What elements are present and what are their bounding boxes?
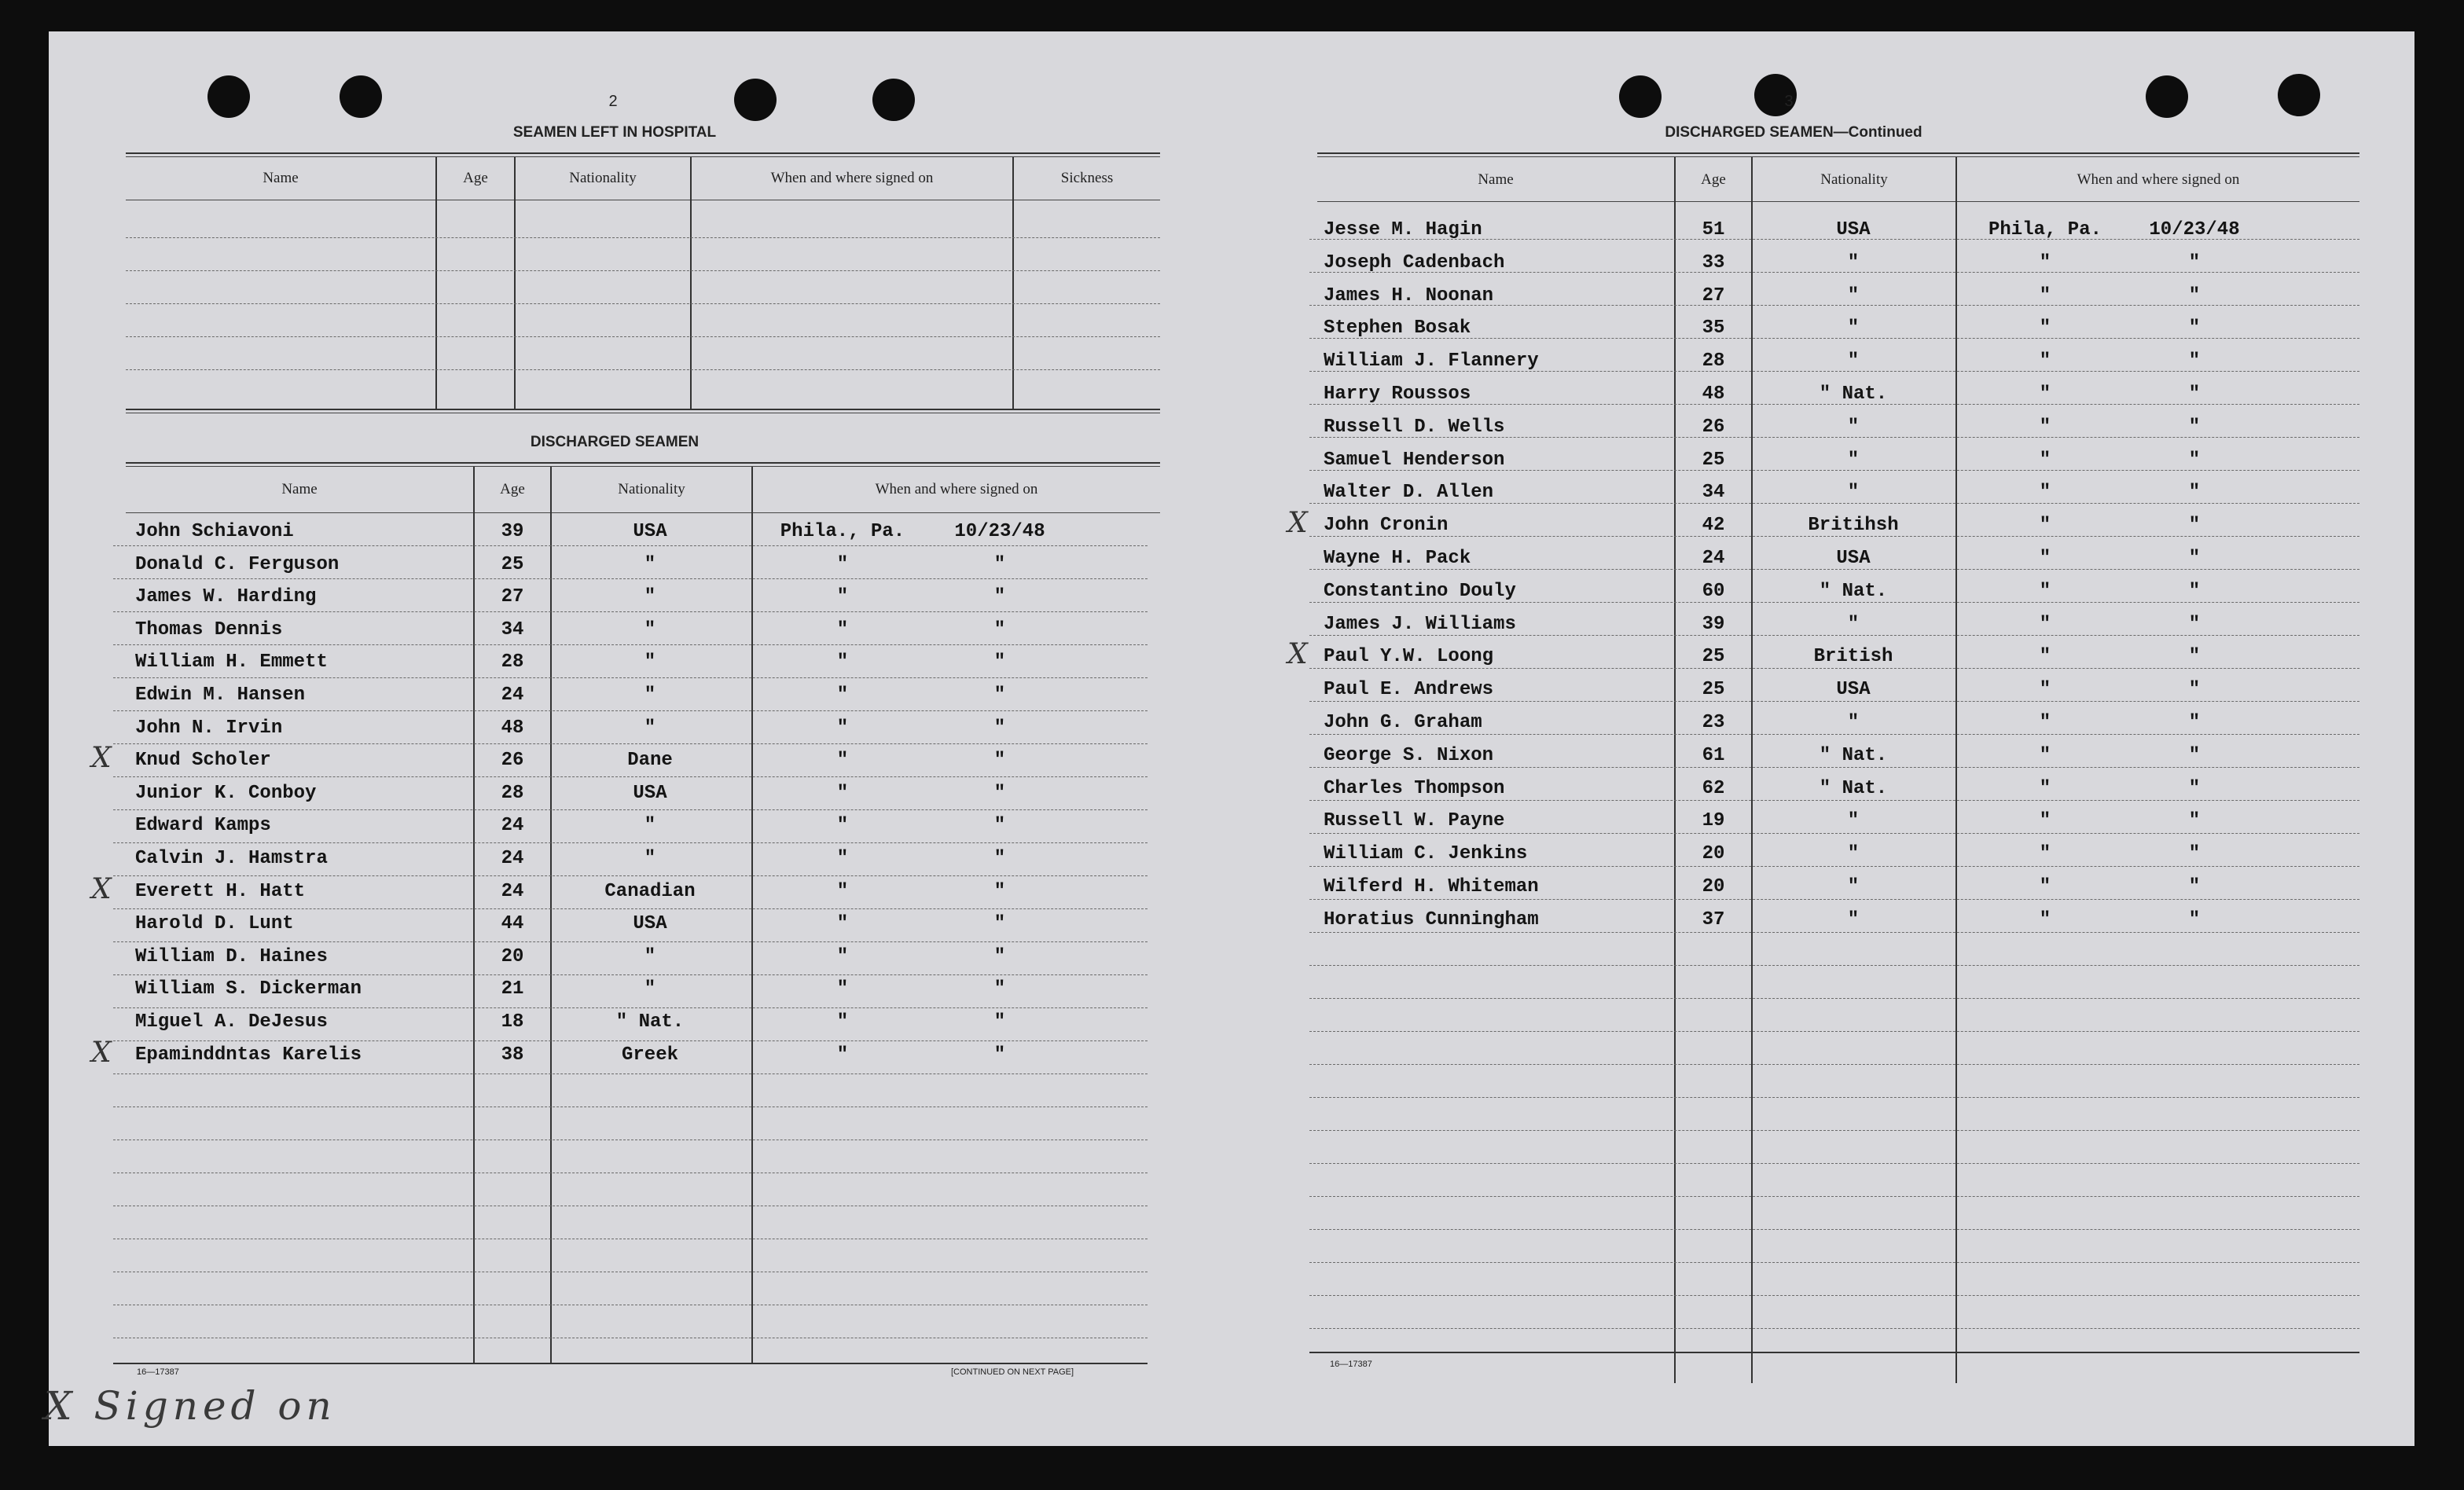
- signed-on-place: ": [2039, 843, 2051, 865]
- hospital-ruled-line: [126, 237, 1160, 238]
- punch-hole-left-1: [207, 75, 250, 118]
- signed-on-date: ": [993, 750, 1006, 772]
- signed-on-date: ": [2188, 449, 2201, 471]
- signed-on-place: ": [2039, 482, 2051, 504]
- seaman-name: William H. Emmett: [135, 651, 328, 673]
- hospital-ruled-line: [126, 303, 1160, 304]
- seaman-age: 28: [501, 651, 524, 673]
- signed-on-date: ": [993, 553, 1006, 575]
- seaman-age: 34: [501, 618, 524, 640]
- seaman-nationality: USA: [1836, 548, 1871, 569]
- discharged-col-name: Name: [281, 481, 318, 497]
- seaman-age: 60: [1702, 580, 1725, 602]
- seaman-name: Thomas Dennis: [135, 618, 283, 640]
- signed-on-date: ": [993, 945, 1006, 967]
- signed-on-date: ": [2188, 712, 2201, 733]
- seaman-name: Junior K. Conboy: [135, 782, 317, 804]
- seaman-nationality: ": [644, 586, 656, 608]
- seaman-nationality: Dane: [627, 750, 673, 772]
- seaman-name: John Schiavoni: [135, 521, 294, 542]
- seaman-age: 51: [1702, 219, 1725, 240]
- seaman-nationality: ": [1847, 613, 1860, 635]
- seaman-age: 42: [1702, 515, 1725, 537]
- right-form-number: 16—17387: [1330, 1360, 1372, 1369]
- discharged-ruled-line: [113, 545, 1148, 546]
- signed-on-date: ": [993, 1044, 1006, 1066]
- handwritten-signed-on-note: X Signed on: [44, 1383, 336, 1429]
- signed-on-x-mark: X: [1287, 638, 1308, 671]
- seaman-nationality: Canadian: [604, 880, 696, 902]
- seaman-name: Paul Y.W. Loong: [1324, 646, 1494, 668]
- right-ruled-line: [1309, 1328, 2359, 1329]
- right-table-top-rule: [1317, 152, 2359, 154]
- signed-on-place: ": [836, 1011, 849, 1033]
- hospital-table-top-rule: [126, 152, 1160, 154]
- seaman-name: William D. Haines: [135, 945, 328, 967]
- seaman-age: 24: [501, 684, 524, 706]
- hospital-ruled-line: [126, 270, 1160, 271]
- discharged-ruled-line: [113, 611, 1148, 612]
- seaman-name: William J. Flannery: [1324, 350, 1539, 372]
- seaman-name: Harry Roussos: [1324, 384, 1471, 405]
- signed-on-place: ": [2039, 449, 2051, 471]
- signed-on-place: ": [836, 945, 849, 967]
- seaman-nationality: ": [1847, 251, 1860, 273]
- hospital-col-sickness: Sickness: [1060, 170, 1114, 186]
- seaman-nationality: ": [1847, 350, 1860, 372]
- right-col-nationality: Nationality: [1820, 171, 1888, 188]
- signed-on-date: ": [2188, 646, 2201, 668]
- seaman-age: 28: [1702, 350, 1725, 372]
- signed-on-place: ": [2039, 646, 2051, 668]
- seaman-age: 62: [1702, 777, 1725, 799]
- seaman-nationality: ": [1847, 449, 1860, 471]
- seaman-nationality: ": [1847, 843, 1860, 865]
- signed-on-x-mark: X: [91, 742, 112, 775]
- signed-on-date: ": [993, 913, 1006, 935]
- discharged-ruled-line: [113, 1007, 1148, 1008]
- right-ruled-line: [1309, 965, 2359, 966]
- seaman-age: 24: [501, 815, 524, 837]
- signed-on-place: ": [2039, 712, 2051, 733]
- discharged-ruled-line: [113, 710, 1148, 711]
- seaman-name: John N. Irvin: [135, 717, 283, 739]
- seaman-age: 24: [1702, 548, 1725, 569]
- signed-on-place: ": [836, 651, 849, 673]
- signed-on-date: ": [2188, 777, 2201, 799]
- seaman-age: 33: [1702, 251, 1725, 273]
- discharged-table-top-rule: [126, 462, 1160, 464]
- discharged-col-age: Age: [500, 481, 525, 497]
- seaman-name: Paul E. Andrews: [1324, 679, 1494, 701]
- punch-hole-right-1: [1619, 75, 1662, 118]
- right-ruled-line: [1309, 1031, 2359, 1032]
- right-ruled-line: [1309, 998, 2359, 999]
- punch-hole-left-4: [872, 79, 915, 121]
- seaman-name: Donald C. Ferguson: [135, 553, 340, 575]
- left-page-number: 2: [608, 93, 618, 110]
- discharged-ruled-line: [113, 578, 1148, 579]
- discharged-section-title: DISCHARGED SEAMEN: [530, 434, 700, 450]
- signed-on-place: ": [2039, 613, 2051, 635]
- discharged-ruled-line: [113, 1106, 1148, 1107]
- seaman-nationality: " Nat.: [1819, 777, 1888, 799]
- seaman-name: Walter D. Allen: [1324, 482, 1494, 504]
- signed-on-date: ": [2188, 515, 2201, 537]
- punch-hole-right-4: [2278, 74, 2320, 116]
- seaman-name: Miguel A. DeJesus: [135, 1011, 328, 1033]
- signed-on-place: ": [2039, 580, 2051, 602]
- seaman-age: 25: [1702, 646, 1725, 668]
- signed-on-place: ": [2039, 744, 2051, 766]
- signed-on-date: ": [993, 586, 1006, 608]
- punch-hole-left-3: [734, 79, 777, 121]
- seaman-name: Calvin J. Hamstra: [135, 848, 328, 869]
- seaman-nationality: " Nat.: [1819, 384, 1888, 405]
- signed-on-place: ": [836, 618, 849, 640]
- signed-on-place: ": [2039, 317, 2051, 339]
- seaman-name: Jesse M. Hagin: [1324, 219, 1482, 240]
- signed-on-date: ": [993, 978, 1006, 1000]
- seaman-nationality: USA: [633, 782, 667, 804]
- seaman-age: 19: [1702, 810, 1725, 832]
- seaman-nationality: ": [644, 717, 656, 739]
- signed-on-date: ": [2188, 317, 2201, 339]
- signed-on-place: ": [2039, 679, 2051, 701]
- seaman-age: 39: [501, 521, 524, 542]
- signed-on-place: ": [2039, 876, 2051, 897]
- signed-on-place: ": [836, 684, 849, 706]
- seaman-nationality: " Nat.: [1819, 580, 1888, 602]
- signed-on-place: ": [2039, 384, 2051, 405]
- discharged-col-nationality: Nationality: [618, 481, 685, 497]
- signed-on-place: ": [836, 553, 849, 575]
- right-col-name: Name: [1478, 171, 1514, 188]
- right-ruled-line: [1309, 899, 2359, 900]
- seaman-age: 24: [501, 848, 524, 869]
- seaman-name: Epaminddntas Karelis: [135, 1044, 362, 1066]
- seaman-name: Edwin M. Hansen: [135, 684, 306, 706]
- signed-on-place: ": [836, 848, 849, 869]
- seaman-age: 26: [1702, 416, 1725, 438]
- signed-on-place: ": [836, 717, 849, 739]
- seaman-nationality: British: [1813, 646, 1893, 668]
- seaman-name: Wilferd H. Whiteman: [1324, 876, 1539, 897]
- continued-on-next-page: [CONTINUED ON NEXT PAGE]: [951, 1367, 1074, 1377]
- signed-on-date: ": [2188, 908, 2201, 930]
- seaman-name: Charles Thompson: [1324, 777, 1505, 799]
- seaman-nationality: ": [1847, 876, 1860, 897]
- seaman-nationality: ": [1847, 810, 1860, 832]
- signed-on-date: ": [2188, 384, 2201, 405]
- seaman-name: William S. Dickerman: [135, 978, 362, 1000]
- signed-on-date: ": [993, 880, 1006, 902]
- seaman-age: 48: [1702, 384, 1725, 405]
- hospital-section-title: SEAMEN LEFT IN HOSPITAL: [512, 124, 717, 141]
- seaman-age: 38: [501, 1044, 524, 1066]
- signed-on-x-mark: X: [1287, 507, 1308, 540]
- discharged-ruled-line: [113, 875, 1148, 876]
- seaman-nationality: ": [644, 945, 656, 967]
- signed-on-place: ": [836, 815, 849, 837]
- seaman-age: 21: [501, 978, 524, 1000]
- seaman-age: 44: [501, 913, 524, 935]
- seaman-nationality: ": [644, 684, 656, 706]
- seaman-age: 48: [501, 717, 524, 739]
- signed-on-place: ": [2039, 908, 2051, 930]
- right-ruled-line: [1309, 1229, 2359, 1230]
- signed-on-place: ": [2039, 251, 2051, 273]
- left-form-number: 16—17387: [137, 1367, 179, 1377]
- right-page-number: 3: [1784, 93, 1794, 110]
- signed-on-date: ": [993, 782, 1006, 804]
- discharged-ruled-line: [113, 1073, 1148, 1074]
- signed-on-date: ": [993, 684, 1006, 706]
- seaman-age: 25: [1702, 679, 1725, 701]
- discharged-ruled-line: [113, 644, 1148, 645]
- discharged-ruled-line: [113, 908, 1148, 909]
- signed-on-place: ": [2039, 515, 2051, 537]
- seaman-name: Russell D. Wells: [1324, 416, 1505, 438]
- seaman-name: Samuel Henderson: [1324, 449, 1505, 471]
- seaman-nationality: ": [1847, 482, 1860, 504]
- right-ruled-line: [1309, 1130, 2359, 1131]
- punch-hole-left-2: [340, 75, 382, 118]
- signed-on-place: ": [836, 880, 849, 902]
- seaman-nationality: ": [644, 978, 656, 1000]
- seaman-age: 20: [1702, 843, 1725, 865]
- seaman-name: Everett H. Hatt: [135, 880, 306, 902]
- right-ruled-line: [1309, 1097, 2359, 1098]
- signed-on-place: ": [836, 1044, 849, 1066]
- signed-on-place: ": [2039, 548, 2051, 569]
- seaman-nationality: Greek: [621, 1044, 678, 1066]
- right-ruled-line: [1309, 1064, 2359, 1065]
- seaman-name: Knud Scholer: [135, 750, 271, 772]
- signed-on-place: ": [836, 913, 849, 935]
- signed-on-place: ": [2039, 777, 2051, 799]
- seaman-nationality: Britihsh: [1808, 515, 1899, 537]
- signed-on-date: ": [2188, 843, 2201, 865]
- seaman-nationality: ": [644, 553, 656, 575]
- signed-on-date: ": [993, 815, 1006, 837]
- right-col-age: Age: [1701, 171, 1726, 188]
- seaman-age: 37: [1702, 908, 1725, 930]
- hospital-col-name: Name: [263, 170, 299, 186]
- right-ruled-line: [1309, 1262, 2359, 1263]
- discharged-ruled-line: [113, 974, 1148, 975]
- seaman-name: Horatius Cunningham: [1324, 908, 1539, 930]
- discharged-ruled-line: [113, 809, 1148, 810]
- signed-on-date: ": [2188, 744, 2201, 766]
- signed-on-place: ": [836, 978, 849, 1000]
- seaman-name: John G. Graham: [1324, 712, 1482, 733]
- seaman-name: Wayne H. Pack: [1324, 548, 1471, 569]
- seaman-age: 25: [1702, 449, 1725, 471]
- right-ruled-line: [1309, 1295, 2359, 1296]
- seaman-nationality: " Nat.: [615, 1011, 685, 1033]
- signed-on-date: ": [2188, 810, 2201, 832]
- signed-on-x-mark: X: [91, 872, 112, 905]
- signed-on-place: ": [2039, 350, 2051, 372]
- seaman-nationality: ": [644, 618, 656, 640]
- seaman-name: James W. Harding: [135, 586, 317, 608]
- discharged-ruled-line: [113, 941, 1148, 942]
- seaman-nationality: ": [1847, 908, 1860, 930]
- signed-on-date: ": [993, 848, 1006, 869]
- seaman-age: 25: [501, 553, 524, 575]
- seaman-nationality: ": [1847, 712, 1860, 733]
- signed-on-place: ": [836, 586, 849, 608]
- seaman-nationality: ": [644, 848, 656, 869]
- signed-on-place: ": [2039, 416, 2051, 438]
- seaman-nationality: ": [644, 651, 656, 673]
- signed-on-date: ": [993, 618, 1006, 640]
- seaman-age: 27: [1702, 284, 1725, 306]
- seaman-age: 23: [1702, 712, 1725, 733]
- seaman-name: James J. Williams: [1324, 613, 1516, 635]
- seaman-nationality: USA: [633, 913, 667, 935]
- signed-on-date: ": [2188, 580, 2201, 602]
- seaman-age: 20: [1702, 876, 1725, 897]
- seaman-age: 18: [501, 1011, 524, 1033]
- seaman-nationality: USA: [1836, 679, 1871, 701]
- discharged-ruled-line: [113, 842, 1148, 843]
- seaman-name: Harold D. Lunt: [135, 913, 294, 935]
- signed-on-date: 10/23/48: [954, 521, 1045, 542]
- seaman-name: Stephen Bosak: [1324, 317, 1471, 339]
- right-col-when-where: When and where signed on: [2077, 171, 2240, 188]
- signed-on-place: ": [2039, 284, 2051, 306]
- signed-on-date: ": [993, 651, 1006, 673]
- hospital-ruled-line: [126, 336, 1160, 337]
- right-ruled-line: [1309, 1196, 2359, 1197]
- signed-on-place: ": [836, 782, 849, 804]
- hospital-col-nationality: Nationality: [569, 170, 637, 186]
- signed-on-date: ": [2188, 613, 2201, 635]
- seaman-name: Constantino Douly: [1324, 580, 1516, 602]
- seaman-name: Joseph Cadenbach: [1324, 251, 1505, 273]
- signed-on-date: ": [2188, 350, 2201, 372]
- signed-on-date: ": [2188, 251, 2201, 273]
- document-sheet: [44, 31, 2414, 1446]
- discharged-ruled-line: [113, 1040, 1148, 1041]
- right-ruled-line: [1309, 932, 2359, 933]
- seaman-nationality: USA: [633, 521, 667, 542]
- signed-on-date: ": [2188, 416, 2201, 438]
- signed-on-place: ": [836, 750, 849, 772]
- discharged-ruled-line: [113, 677, 1148, 678]
- seaman-age: 20: [501, 945, 524, 967]
- signed-on-date: 10/23/48: [2149, 219, 2240, 240]
- seaman-age: 35: [1702, 317, 1725, 339]
- signed-on-date: ": [2188, 876, 2201, 897]
- signed-on-date: ": [2188, 482, 2201, 504]
- seaman-age: 28: [501, 782, 524, 804]
- hospital-col-age: Age: [463, 170, 488, 186]
- signed-on-place: ": [2039, 810, 2051, 832]
- hospital-col-when-where: When and where signed on: [770, 170, 934, 186]
- seaman-nationality: " Nat.: [1819, 744, 1888, 766]
- seaman-name: George S. Nixon: [1324, 744, 1494, 766]
- signed-on-date: ": [2188, 548, 2201, 569]
- seaman-name: Edward Kamps: [135, 815, 271, 837]
- signed-on-date: ": [993, 717, 1006, 739]
- discharged-ruled-line: [113, 776, 1148, 777]
- signed-on-date: ": [2188, 679, 2201, 701]
- seaman-name: William C. Jenkins: [1324, 843, 1528, 865]
- seaman-nationality: ": [644, 815, 656, 837]
- hospital-ruled-line: [126, 369, 1160, 370]
- signed-on-date: ": [993, 1011, 1006, 1033]
- signed-on-x-mark: X: [91, 1036, 112, 1069]
- seaman-age: 26: [501, 750, 524, 772]
- signed-on-place: Phila, Pa.: [1988, 219, 2102, 240]
- seaman-nationality: ": [1847, 317, 1860, 339]
- seaman-nationality: ": [1847, 416, 1860, 438]
- signed-on-place: Phila., Pa.: [780, 521, 905, 542]
- seaman-age: 39: [1702, 613, 1725, 635]
- right-ruled-line: [1309, 1163, 2359, 1164]
- discharged-col-when-where: When and where signed on: [875, 481, 1038, 497]
- seaman-age: 34: [1702, 482, 1725, 504]
- seaman-name: John Cronin: [1324, 515, 1449, 537]
- discharged-ruled-line: [113, 743, 1148, 744]
- seaman-nationality: USA: [1836, 219, 1871, 240]
- seaman-age: 27: [501, 586, 524, 608]
- seaman-name: James H. Noonan: [1324, 284, 1494, 306]
- seaman-age: 24: [501, 880, 524, 902]
- right-section-title: DISCHARGED SEAMEN—Continued: [1665, 124, 1922, 141]
- seaman-name: Russell W. Payne: [1324, 810, 1505, 832]
- punch-hole-right-3: [2146, 75, 2188, 118]
- seaman-nationality: ": [1847, 284, 1860, 306]
- seaman-age: 61: [1702, 744, 1725, 766]
- signed-on-date: ": [2188, 284, 2201, 306]
